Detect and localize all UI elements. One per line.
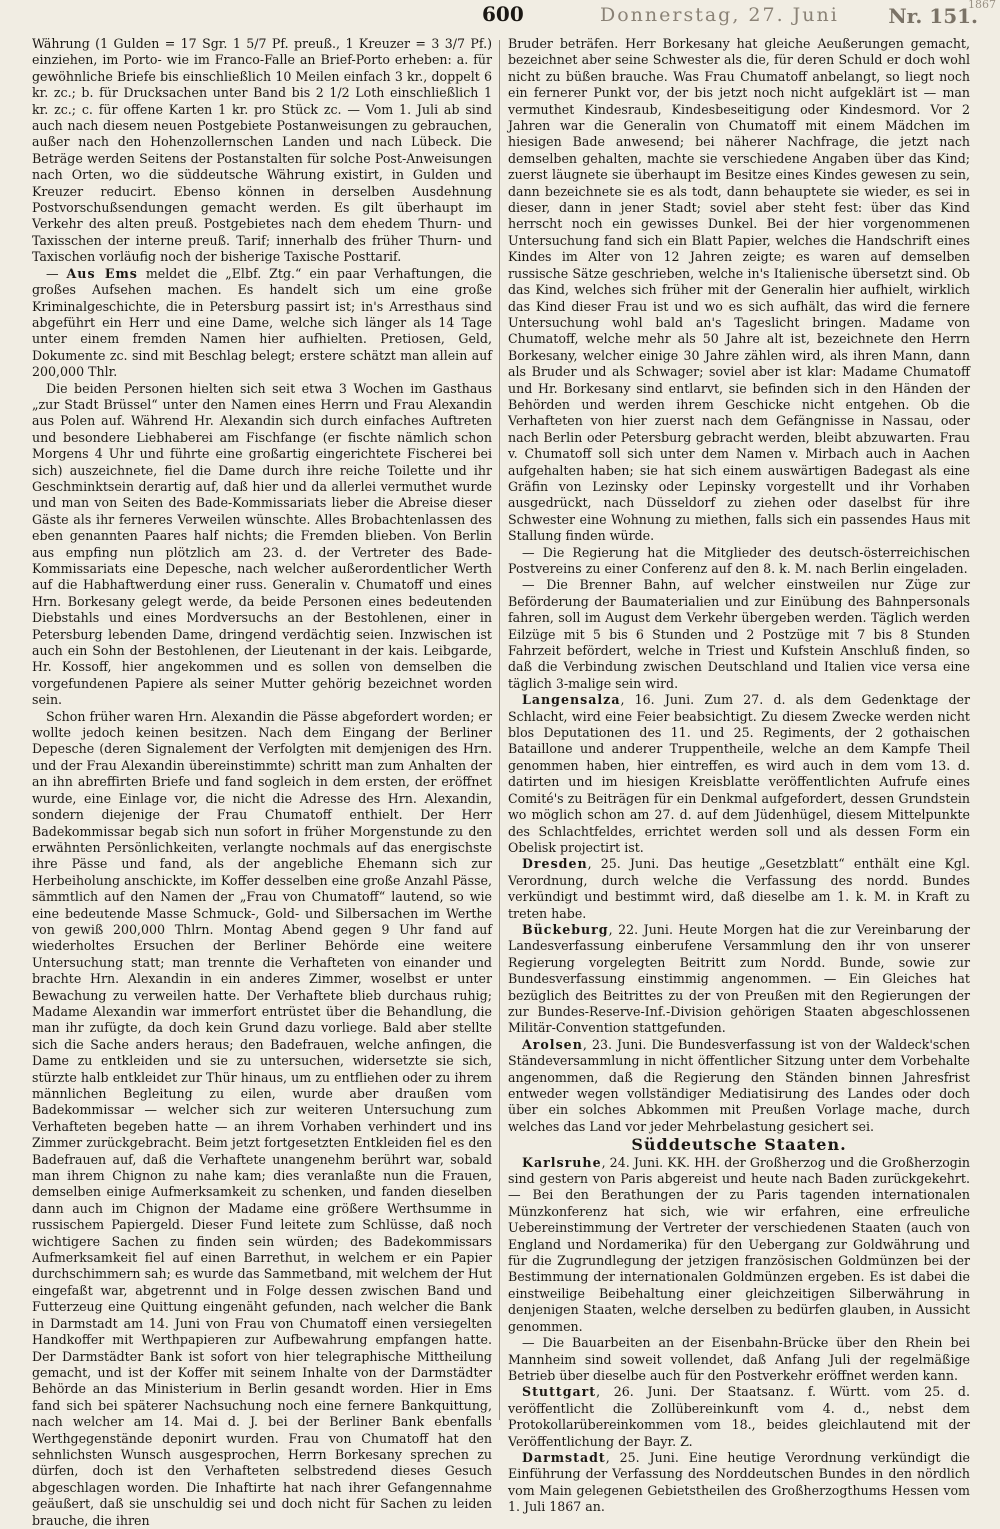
ems-text: meldet die „Elbf. Ztg.“ ein paar Verhaftungen, die großes Aufsehen machen. Es handelt sich um eine große Kriminalgeschichte, die in Petersburg passirt ist; in's Arresthaus sind abgeführt ein Herr und eine Dame, welche sich länger als 14 Tage unter einem fremden Namen hier aufhielten. Pretiosen, Geld, Dokumente zc. sind mit Beschlag belegt; erstere schätzt man allein auf 200,000 Thlr. <box>32 265 492 380</box>
stuttgart-text: , 26. Juni. Der Staatsanz. f. Württ. vom 25. d. veröffentlicht die Zollübereinkunft vom 4. d., nebst dem Protokollarübereinkommen vom 18., beides gleichlautend mit der Veröffentlichung der Bayr. Z. <box>508 1384 970 1449</box>
column-divider <box>499 40 500 1420</box>
dateline-arolsen: Arolsen <box>522 1036 583 1052</box>
continuation-paragraph: Bruder beträfen. Herr Borkesany hat gleiche Aeußerungen gemacht, bezeichnet aber seine Schwester als die, für deren Schuld er doch wohl nicht zu büßen brauche. Was Frau Chumatoff anbelangt, so liegt noch ein fernerer Punkt vor, der bis jetzt noch nicht aufgeklärt ist — man vermuthet Kindesraub, Kindesbeseitigung oder Kindesmord. Vor 2 Jahren war die Generalin von Chumatoff mit einem Mädchen im hiesigen Bade anwesend; bei näherer Nachfrage, die jetzt nach demselben gehalten, machte sie verschiedene Angaben über das Kind; zuerst läugnete sie überhaupt im Besitze eines Kindes gewesen zu sein, dann bezeichnete sie es als todt, dann behauptete sie wieder, es sei in dieser, dann in jener Stadt; soviel aber steht fest: über das Kind herrscht noch ein gewisses Dunkel. Bei der hier vorgenommenen Untersuchung fand sich ein Blatt Papier, welches die Handschrift eines Kindes im Alter von 12 Jahren zeigte; es waren auf demselben russische Sätze geschrieben, welche in's Italienische übersetzt sind. Ob das Kind, welches sich früher mit der Generalin hier aufhielt, wirklich das Kind dieser Frau ist und wo es sich aufhält, das wird die fernere Untersuchung wohl bald an's Tageslicht bringen. Madame von Chumatoff, welche mehr als 50 Jahre alt ist, bezeichnete den Herrn Borkesany, welcher einige 30 Jahre zählen wird, als ihren Mann, dann als Bruder und als Schwager; soviel aber ist klar: Madame Chumatoff und Hr. Borkesany sind entlarvt, sie befinden sich in den Händen der Behörden und werden ihrem Geschicke nicht entgehen. Ob die Verhafteten von hier zuerst nach dem Gefängnisse in Nassau, oder nach Berlin oder Petersburg gebracht werden, bleibt abzuwarten. Frau v. Chumatoff soll sich unter dem Namen v. Mirbach auch in Aachen aufgehalten haben; sie hat sich einem auswärtigen Badegast als eine Gräfin von Lezinsky oder Lepinsky vorgestellt und ihr Vorhaben ausgedrückt, nach Düsseldorf zu ziehen oder daselbst für ihre Schwester eine Wohnung zu miethen, falls sich ein passendes Haus mit Stallung finden würde. <box>508 36 970 544</box>
alexandin-paragraph: Die beiden Personen hielten sich seit etwa 3 Wochen im Gasthaus „zur Stadt Brüssel“ unter den Namen eines Herrn und Frau Alexandin aus Polen auf. Während Hr. Alexandin sich durch einfaches Auftreten und besondere Liebhaberei am Fischfange (er fischte nämlich schon Morgens 4 Uhr und führte eine großartig eingerichtete Fischerei bei sich) auszeichnete, fiel die Dame durch ihre reiche Toilette und ihr Geschminktsein derartig auf, daß hier und da allerlei vermuthet wurde und man von Seiten des Bade-Kommissariats lieber die Abreise dieser Gäste als ihr ferneres Verweilen wünschte. Alles Brobachtenlassen des eben genannten Paares half nichts; die Fremden blieben. Von Berlin aus empfing nun plötzlich am 23. d. der Vertreter des Bade-Kommissariats eine Depesche, nach welcher außerordentlicher Werth auf die Habhaftwerdung einer russ. Generalin v. Chumatoff und eines Hrn. Borkesany gelegt werde, da beide Personen eines bedeutenden Diebstahls und eines Mordversuchs an der Bestohlenen, einer in Petersburg lebenden Dame, dringend verdächtig seien. Inzwischen ist auch ein Sohn der Bestohlenen, der Lieutenant in der kais. Leibgarde, Hr. Kossoff, hier angekommen und es sollen von demselben die vorgefundenen Papiere als seiner Mutter gehörig bezeichnet worden sein. <box>32 380 492 708</box>
arolsen-paragraph <box>508 1037 970 1135</box>
left-column <box>32 36 492 1528</box>
dateline-bueckeburg: Bückeburg <box>522 921 609 937</box>
running-head <box>0 0 1000 36</box>
dateline-langensalza: Langensalza <box>522 692 621 708</box>
right-column <box>508 36 970 1515</box>
langensalza-paragraph <box>508 692 970 856</box>
postal-tariff-paragraph: Währung (1 Gulden = 17 Sgr. 1 5/7 Pf. preuß., 1 Kreuzer = 3 3/7 Pf.) einziehen, im Porto- wie im Franco-Falle an Brief-Porto erheben: a. für gewöhnliche Briefe bis einschließlich 10 Meilen einfach 3 kr., doppelt 6 kr. zc.; b. für Drucksachen unter Band bis 2 1/2 Loth einschließlich 1 kr. zc.; c. für offene Karten 1 kr. pro Stück zc. — Vom 1. Juli ab sind auch nach diesem neuen Postgebiete Postanweisungen zu gebrauchen, außer nach den Hohenzollernschen Landen und nach Lübeck. Die Beträge werden Seitens der Postanstalten für solche Post-Anweisungen nach Orten, wo die süddeutsche Währung existirt, in Gulden und Kreuzer reducirt. Ebenso können in derselben Ausdehnung Postvorschußsendungen gemacht werden. Es gilt überhaupt im Verkehr des alten preuß. Postgebietes nach dem ehedem Thurn- und Taxisschen der interne preuß. Tarif; innerhalb des früher Thurn- und Taxischen vorläufig noch der bisherige Taxische Posttarif. <box>32 36 492 265</box>
mannheim-paragraph: — Die Bauarbeiten an der Eisenbahn-Brücke über den Rhein bei Mannheim sind soweit vollendet, daß Anfang Juli der regelmäßige Betrieb über dieselbe auch für den Postverkehr eröffnet werden kann. <box>508 1335 970 1383</box>
brenner-bahn-paragraph: — Die Brenner Bahn, auf welcher einstweilen nur Züge zur Beförderung der Baumaterialien und zur Einübung des Bahnpersonals fahren, soll im August dem Verkehr übergeben werden. Täglich werden Eilzüge mit 5 bis 6 Stunden und 2 Postzüge mit 7 bis 8 Stunden Fahrzeit befördert, welche in Triest und Kufstein Anschluß finden, so daß die Verbindung zwischen Deutschland und Italien vice versa eine täglich 3-malige sein wird. <box>508 577 970 691</box>
dateline-ems: Aus Ems <box>66 265 138 281</box>
karlsruhe-paragraph <box>508 1155 970 1335</box>
year-mark: 1867 <box>968 0 996 11</box>
page-number: 600 <box>482 2 524 26</box>
dateline-karlsruhe: Karlsruhe <box>522 1154 602 1170</box>
investigation-paragraph: Schon früher waren Hrn. Alexandin die Pässe abgefordert worden; er wollte jedoch keinen besitzen. Nach dem Eingang der Berliner Depesche (deren Signalement der Verfolgten mit demjenigen des Hrn. und der Frau Alexandin übereinstimmte) schritt man zum Anhalten der an ihn abreffirten Briefe und fand sogleich in dem ersten, der eröffnet wurde, eine Einlage vor, die nicht die Adresse des Hrn. Alexandin, sondern diejenige der Frau Chumatoff enthielt. Der Herr Badekommissar begab sich nun sofort in früher Morgenstunde zu den erwähnten Persönlichkeiten, verlangte nochmals auf das energischste ihre Pässe und fand, als der angebliche Ehemann sich zur Herbeiholung anschickte, im Koffer desselben eine große Anzahl Pässe, sämmtlich auf den Namen der „Frau von Chumatoff“ lautend, so wie eine bedeutende Masse Schmuck-, Gold- und Silbersachen im Werthe von gewiß 200,000 Thlrn. Montag Abend gegen 9 Uhr fand auf wiederholtes Ersuchen der Berliner Behörde eine weitere Untersuchung statt; man trennte die Verhafteten von einander und brachte Hrn. Alexandin in ein anderes Zimmer, woselbst er unter Bewachung zu verweilen hatte. Der Verhaftete blieb durchaus ruhig; Madame Alexandin war immerfort entrüstet über die Behandlung, die man ihr zufügte, da doch kein Grund dazu vorliege. Bald aber stellte sich die Sache anders heraus; den Badefrauen, welche anfingen, die Dame zu entkleiden und sie zu untersuchen, widersetzte sie sich, stürzte halb entkleidet zur Thür hinaus, um zu entfliehen oder zu ihrem männlichen Begleitung zu eilen, wurde aber draußen vom Badekommissar — welcher sich zur weiteren Untersuchung zum Verhafteten begeben hatte — an ihrem Vorhaben verhindert und ins Zimmer zurückgebracht. Beim jetzt fortgesetzten Entkleiden fiel es den Badefrauen auf, daß die Verhaftete unangenehm berührt war, sobald man ihrem Chignon zu nahe kam; dies veranlaßte nun die Frauen, demselben einige Aufmerksamkeit zu schenken, und fanden dieselben dann auch im Chignon der Madame eine größere Werthsumme in russischem Papiergeld. Dieser Fund leitete zum Schlüsse, daß noch wichtigere Sachen zu finden sein würden; des Badekommissars Aufmerksamkeit fiel auf einen Barrethut, in welchem er ein Papier durchschimmern sah; es wurde das Sammetband, mit welchem der Hut eingefaßt war, abgetrennt und in Folge dessen zwischen Band und Futterzeug eine Quittung eingenäht gefunden, nach welcher die Bank in Darmstadt am 14. Juni von Frau von Chumatoff einen versiegelten Handkoffer mit Werthpapieren zur Aufbewahrung empfangen hatte. Der Darmstädter Bank ist sofort von hier telegraphische Mittheilung gemacht, und ist der Koffer mit seinem Inhalte von der Darmstädter Behörde an das Ministerium in Berlin gesandt worden. Hier in Ems fand sich bei späterer Nachsuchung noch eine fernere Bankquittung, nach welcher am 14. Mai d. J. bei der Berliner Bank ebenfalls Werthgegenstände deponirt wurden. Frau von Chumatoff hat den sehnlichsten Wunsch ausgesprochen, Herrn Borkesany sprechen zu dürfen, doch ist den Verhafteten selbstredend dieses Gesuch abgeschlagen worden. Die Inhaftirte hat nach ihrer Gefangennahme geäußert, daß sie unschuldig sei und doch nicht für Sachen zu leiden brauche, die ihren <box>32 708 492 1528</box>
bueckeburg-text: , 22. Juni. Heute Morgen hat die zur Vereinbarung der Landesverfassung einberufene Versammlung den ihr von unserer Regierung vorgelegten Beitritt zum Nordd. Bunde, sowie zur Bundesverfassung einstimmig angenommen. — Ein Gleiches hat bezüglich des Beitrittes zu der von Preußen mit den Regierungen der zur Bundes-Reserve-Inf.-Division gehörigen Staaten abgeschlossenen Militär-Convention stattgefunden. <box>508 921 970 1036</box>
dresden-paragraph <box>508 856 970 922</box>
running-title: Donnerstag, 27. Juni <box>600 4 839 26</box>
langensalza-text: , 16. Juni. Zum 27. d. als dem Gedenktage der Schlacht, wird eine Feier beabsichtigt. Zu diesem Zwecke werden nicht blos Deputationen des 11. und 25. Regiments, der 2 gothaischen Bataillone und anderer Truppentheile, welche an dem Kampfe Theil genommen haben, hier eintreffen, es wird auch in dem vom 13. d. datirten und im hiesigen Kreisblatte veröffentlichten Aufrufe eines Comité's zu Beiträgen für ein Denkmal aufgefordert, dessen Grundstein wo möglich schon am 27. d. auf dem Jüdenhügel, diesem Mittelpunkte des Schlachtfeldes, errichtet werden soll und als dessen Form ein Obelisk projectirt ist. <box>508 692 970 855</box>
ems-paragraph: — Aus Ems meldet die „Elbf. Ztg.“ ein paar Verhaftungen, die großes Aufsehen machen. Es handelt sich um eine große Kriminalgeschichte, die in Petersburg passirt ist; in's Arresthaus sind abgeführt ein Herr und eine Dame, welche sich länger als 14 Tage unter einem fremden Namen hier aufhielten. Pretiosen, Geld, Dokumente zc. sind mit Beschlag belegt; erstere schätzt man allein auf 200,000 Thlr. <box>32 265 492 380</box>
dresden-text: , 25. Juni. Das heutige „Gesetzblatt“ enthält eine Kgl. Verordnung, durch welche die Verfassung des nordd. Bundes verkündigt und bestimmt wird, daß dieselbe am 1. k. M. in Kraft zu treten habe. <box>508 856 970 921</box>
dateline-darmstadt: Darmstadt <box>522 1449 606 1465</box>
karlsruhe-text: , 24. Juni. KK. HH. der Großherzog und die Großherzogin sind gestern von Paris abgereist und heute nach Baden zurückgekehrt. — Bei den Berathungen der zu Paris tagenden internationalen Münzkonferenz hat sich, wie wir erfahren, eine erfreuliche Uebereinstimmung der Vertreter der verschiedenen Staaten (auch von England und Nordamerika) für den Uebergang zur Goldwährung und für die Zugrundlegung der jetzigen französischen Goldmünzen bei der Bestimmung der internationalen Goldmünzen ergeben. Es ist dabei die einstweilige Beibehaltung einer gleichzeitigen Silberwährung in denjenigen Staaten, welche derselben zu bedürfen glauben, in Aussicht genommen. <box>508 1154 970 1334</box>
darmstadt-text: , 25. Juni. Eine heutige Verordnung verkündigt die Einführung der Verfassung des Norddeutschen Bundes in den nördlich vom Main gelegenen Gebietstheilen des Großherzogthums Hessen vom 1. Juli 1867 an. <box>508 1449 970 1515</box>
arolsen-text: , 23. Juni. Die Bundesverfassung ist von der Waldeck'schen Ständeversammlung in nicht öffentlicher Sitzung unter dem Vorbehalte angenommen, daß die Regierung den Ständen binnen Jahresfrist entweder wegen vollständiger Mediatisirung des Landes oder doch über ein solches Abkommen mit Preußen Vorlage mache, durch welches das Land vor jeder Mehrbelastung gesichert sei. <box>508 1036 970 1134</box>
dateline-stuttgart: Stuttgart <box>522 1384 597 1400</box>
stuttgart-paragraph <box>508 1384 970 1450</box>
bueckeburg-paragraph <box>508 922 970 1037</box>
postverein-paragraph: — Die Regierung hat die Mitglieder des deutsch-österreichischen Postvereins zu einer Conferenz auf den 8. k. M. nach Berlin eingeladen. <box>508 544 970 576</box>
darmstadt-paragraph <box>508 1450 970 1516</box>
section-heading: Süddeutsche Staaten. <box>631 1135 847 1155</box>
dateline-dresden: Dresden <box>522 856 588 872</box>
issue-number: Nr. 151. <box>888 4 978 28</box>
